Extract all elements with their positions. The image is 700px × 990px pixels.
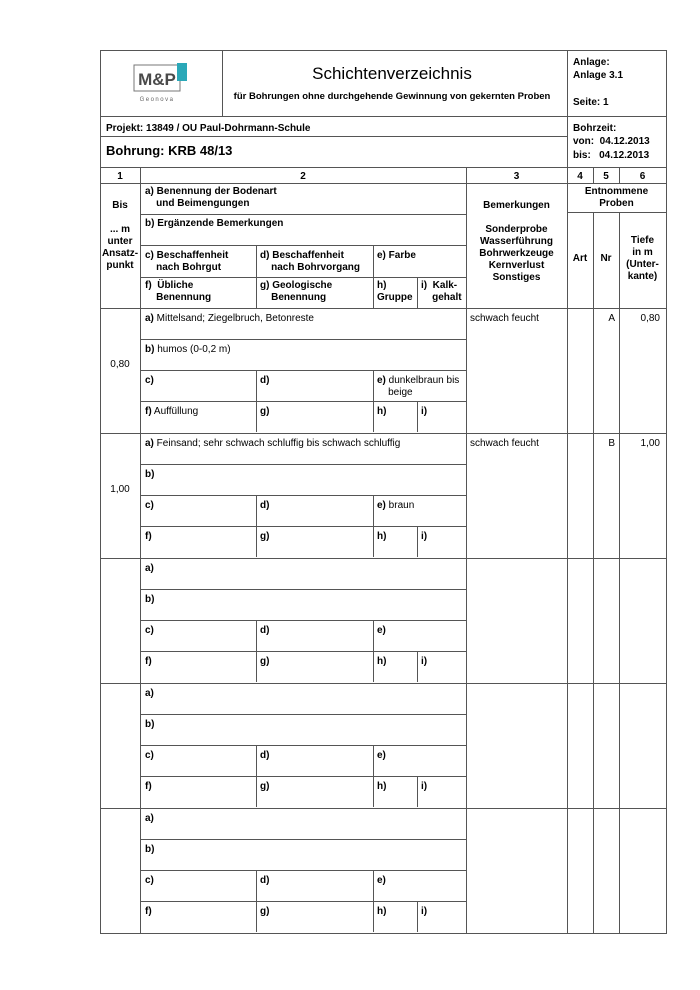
seite-label: Seite: 1 <box>573 97 609 108</box>
bohrzeit-von: von: 04.12.2013 <box>573 136 650 147</box>
row-0-cell-e: e) dunkelbraun bis beige <box>377 375 460 398</box>
grid-line <box>567 212 666 213</box>
row-2-cell-h: h) <box>377 656 387 667</box>
art-header: Art <box>572 253 588 264</box>
row-1-cell-f: f) <box>145 531 152 542</box>
col3-header: Bemerkungen Sonderprobe Wasserführung Bohrwerkzeuge Kernverlust Sonstiges <box>479 200 554 283</box>
col-number-6: 6 <box>639 171 646 182</box>
header-i: i) Kalk- gehalt <box>421 280 462 303</box>
grid-line <box>100 183 666 184</box>
grid-line <box>140 339 466 340</box>
grid-line <box>256 620 257 682</box>
grid-line <box>100 308 666 309</box>
row-3-cell-c: c) <box>145 750 154 761</box>
row-0-remark: schwach feucht <box>470 313 539 324</box>
row-4-cell-g: g) <box>260 906 270 917</box>
row-3-cell-a: a) <box>145 688 154 699</box>
row-4-cell-e: e) <box>377 875 386 886</box>
row-1-cell-e: e) braun <box>377 500 415 511</box>
row-3-cell-b: b) <box>145 719 155 730</box>
row-2-cell-c: c) <box>145 625 154 636</box>
row-0-cell-i: i) <box>421 406 428 417</box>
row-1-remark: schwach feucht <box>470 438 539 449</box>
grid-line <box>373 620 374 682</box>
grid-line <box>666 50 667 934</box>
grid-line <box>140 370 466 371</box>
grid-line <box>140 495 466 496</box>
row-0-cell-g: g) <box>260 406 270 417</box>
grid-line <box>417 651 418 682</box>
row-4-cell-c: c) <box>145 875 154 886</box>
row-4-cell-a: a) <box>145 813 154 824</box>
grid-line <box>417 776 418 807</box>
col1-header: Bis ... m unter Ansatz- punkt <box>101 200 139 271</box>
grid-line <box>100 933 666 934</box>
row-2-cell-a: a) <box>145 563 154 574</box>
row-1-cell-a: a) Feinsand; sehr schwach schluffig bis schwach schluffig <box>145 438 401 449</box>
grid-line <box>417 401 418 432</box>
grid-line <box>140 870 466 871</box>
bohrzeit-label: Bohrzeit: <box>573 123 617 134</box>
row-0-cell-a: a) Mittelsand; Ziegelbruch, Betonreste <box>145 313 314 324</box>
row-1-cell-h: h) <box>377 531 387 542</box>
row-4-cell-i: i) <box>421 906 428 917</box>
col-number-4: 4 <box>577 171 583 182</box>
row-4-cell-h: h) <box>377 906 387 917</box>
grid-line <box>567 50 568 168</box>
row-4-cell-d: d) <box>260 875 270 886</box>
col-number-2: 2 <box>300 171 306 182</box>
row-1-cell-g: g) <box>260 531 270 542</box>
row-2-cell-f: f) <box>145 656 152 667</box>
header-e: e) Farbe <box>377 250 416 261</box>
grid-line <box>256 277 257 309</box>
row-3-cell-i: i) <box>421 781 428 792</box>
grid-line <box>373 370 374 432</box>
header-c: c) Beschaffenheit nach Bohrgut <box>145 250 229 273</box>
grid-line <box>140 464 466 465</box>
bohrung-label: Bohrung: KRB 48/13 <box>106 143 233 158</box>
proben-header: Entnommene Proben <box>584 186 649 209</box>
logo-subtext: Geonova <box>139 97 175 103</box>
row-0-cell-c: c) <box>145 375 154 386</box>
row-0-cell-b: b) humos (0-0,2 m) <box>145 344 231 355</box>
row-2-cell-d: d) <box>260 625 270 636</box>
grid-line <box>100 558 666 559</box>
grid-line <box>256 745 257 807</box>
row-1-tiefe: 1,00 <box>640 438 660 449</box>
header-f: f) Übliche Benennung <box>145 280 212 303</box>
grid-line <box>100 433 666 434</box>
grid-line <box>373 745 374 807</box>
grid-line <box>140 839 466 840</box>
grid-line <box>100 50 667 51</box>
header-d: d) Beschaffenheit nach Bohrvorgang <box>260 250 361 273</box>
grid-line <box>100 116 666 117</box>
row-2-cell-e: e) <box>377 625 386 636</box>
row-3-cell-f: f) <box>145 781 152 792</box>
row-1-cell-d: d) <box>260 500 270 511</box>
row-1-nr: B <box>608 438 615 449</box>
grid-line <box>619 167 620 183</box>
grid-line <box>466 167 467 933</box>
grid-line <box>417 526 418 557</box>
grid-line <box>140 245 466 246</box>
grid-line <box>373 245 374 277</box>
row-4-cell-f: f) <box>145 906 152 917</box>
row-0-cell-h: h) <box>377 406 387 417</box>
row-3-cell-e: e) <box>377 750 386 761</box>
row-3-cell-h: h) <box>377 781 387 792</box>
grid-line <box>140 167 141 933</box>
row-3-cell-g: g) <box>260 781 270 792</box>
page-title: Schichtenverzeichnis <box>312 64 472 83</box>
col-number-3: 3 <box>513 171 520 182</box>
logo-text: M&P <box>138 70 176 89</box>
grid-line <box>100 808 666 809</box>
grid-line <box>100 167 666 168</box>
row-0-tiefe: 0,80 <box>640 313 660 324</box>
grid-line <box>256 870 257 932</box>
header-g: g) Geologische Benennung <box>260 280 333 303</box>
header-h: h) Gruppe <box>377 280 413 303</box>
grid-line <box>100 683 666 684</box>
row-1-cell-i: i) <box>421 531 428 542</box>
row-0-depth: 0,80 <box>110 359 130 370</box>
row-1-depth: 1,00 <box>110 484 130 495</box>
row-0-cell-f: f) Auffüllung <box>145 406 199 417</box>
row-1-cell-c: c) <box>145 500 154 511</box>
row-2-cell-g: g) <box>260 656 270 667</box>
grid-line <box>140 589 466 590</box>
row-2-cell-i: i) <box>421 656 428 667</box>
anlage-label: Anlage: <box>573 57 610 68</box>
col-number-1: 1 <box>117 171 123 182</box>
col-number-5: 5 <box>603 171 609 182</box>
row-0-nr: A <box>608 313 615 324</box>
grid-line <box>373 495 374 557</box>
grid-line <box>256 370 257 432</box>
tiefe-header: Tiefe in m (Unter- kante) <box>626 235 659 282</box>
company-logo <box>133 63 189 105</box>
bohrzeit-bis: bis: 04.12.2013 <box>573 150 650 161</box>
row-4-cell-b: b) <box>145 844 155 855</box>
grid-line <box>373 870 374 932</box>
grid-line <box>140 745 466 746</box>
grid-line <box>417 901 418 932</box>
header-b: b) Ergänzende Bemerkungen <box>145 218 284 229</box>
grid-line <box>140 714 466 715</box>
grid-line <box>567 167 568 933</box>
grid-line <box>256 245 257 277</box>
header-a: a) Benennung der Bodenart und Beimengungen <box>145 186 277 209</box>
grid-line <box>100 136 567 137</box>
anlage-value: Anlage 3.1 <box>573 70 624 81</box>
row-3-cell-d: d) <box>260 750 270 761</box>
grid-line <box>417 277 418 309</box>
grid-line <box>140 620 466 621</box>
grid-line <box>256 495 257 557</box>
grid-line <box>140 214 466 215</box>
grid-line <box>373 277 374 309</box>
grid-line <box>593 167 594 183</box>
nr-header: Nr <box>600 253 612 264</box>
row-0-cell-d: d) <box>260 375 270 386</box>
row-1-cell-b: b) <box>145 469 155 480</box>
row-2-cell-b: b) <box>145 594 155 605</box>
grid-line <box>222 50 223 116</box>
projekt-label: Projekt: 13849 / OU Paul-Dohrmann-Schule <box>106 123 311 134</box>
page-subtitle: für Bohrungen ohne durchgehende Gewinnung von gekernten Proben <box>233 91 551 102</box>
